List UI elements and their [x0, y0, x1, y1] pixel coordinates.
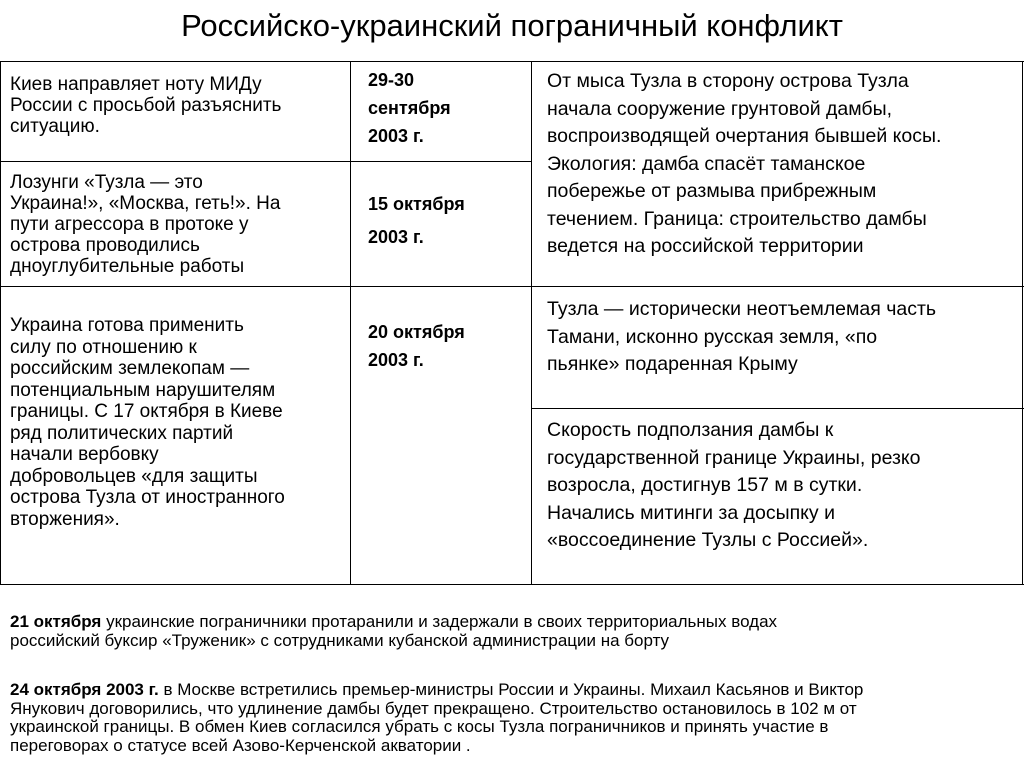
- note-2: [10, 681, 1020, 755]
- page-title: Российско-украинский пограничный конфликт: [181, 8, 843, 43]
- table-row-1-event: Киев направляет ноту МИДу России с просьбой разъяснить ситуацию.: [10, 74, 282, 137]
- row-divider-3: [531, 408, 1024, 409]
- note-1-date: 21 октября: [10, 612, 102, 631]
- note-1-text: украинские пограничники протаранили и задержали в своих территориальных водах российский буксир «Труженик» с сотрудниками кубанской администрации на борту: [10, 612, 778, 650]
- column-divider-2: [531, 61, 532, 585]
- right-cell-1: От мыса Тузла в сторону острова Тузла начала сооружение грунтовой дамбы, воспроизводящей очертания бывшей косы. Экология: дамба спасёт таманское побережье от размыва прибрежным течением. Граница: строительство дамбы ведется на российской территории: [547, 70, 942, 257]
- row-divider-2: [0, 286, 1024, 287]
- table-border-bottom: [0, 584, 1024, 585]
- right-cell-2: Тузла — исторически неотъемлемая часть Тамани, исконно русская земля, «по пьянке» подаренная Крыму: [547, 298, 937, 375]
- table-row-2-date: 15 октября 2003 г.: [368, 194, 465, 247]
- note-2-text: в Москве встретились премьер-министры России и Украины. Михаил Касьянов и Виктор Янукович договорились, что удлинение дамбы будет прекращено. Строительство остановилось в 102 м от украинской границы. В обмен Киев согласился убрать с косы Тузла пограничников и принять участие в переговорах о статусе всей Азово-Керченской акватории .: [10, 680, 864, 755]
- table-row-1-date: 29-30 сентября 2003 г.: [368, 70, 451, 146]
- table-row-3-event: Украина готова применить силу по отношению к российским землекопам — потенциальным нарушителям границы. С 17 октября в Киеве ряд политических партий начали вербовку добровольцев «для защиты острова Тузла от иностранного вторжения».: [10, 315, 285, 530]
- right-cell-3: Скорость подползания дамбы к государственной границе Украины, резко возросла, достигнув 157 м в сутки. Начались митинги за досыпку и «воссоединение Тузлы с Россией».: [547, 419, 921, 551]
- row-divider-1: [0, 161, 531, 162]
- table-row-2-event: Лозунги «Тузла — это Украина!», «Москва, геть!». На пути агрессора в протоке у острова проводились дноуглубительные работы: [10, 172, 281, 277]
- table-border-right: [1022, 61, 1023, 585]
- table-border-left: [0, 61, 1, 585]
- table-row-3-date: 20 октября 2003 г.: [368, 322, 465, 370]
- table-border-top: [0, 61, 1024, 62]
- column-divider-1: [350, 61, 351, 585]
- note-2-date: 24 октября 2003 г.: [10, 680, 159, 699]
- note-1: [10, 613, 1020, 650]
